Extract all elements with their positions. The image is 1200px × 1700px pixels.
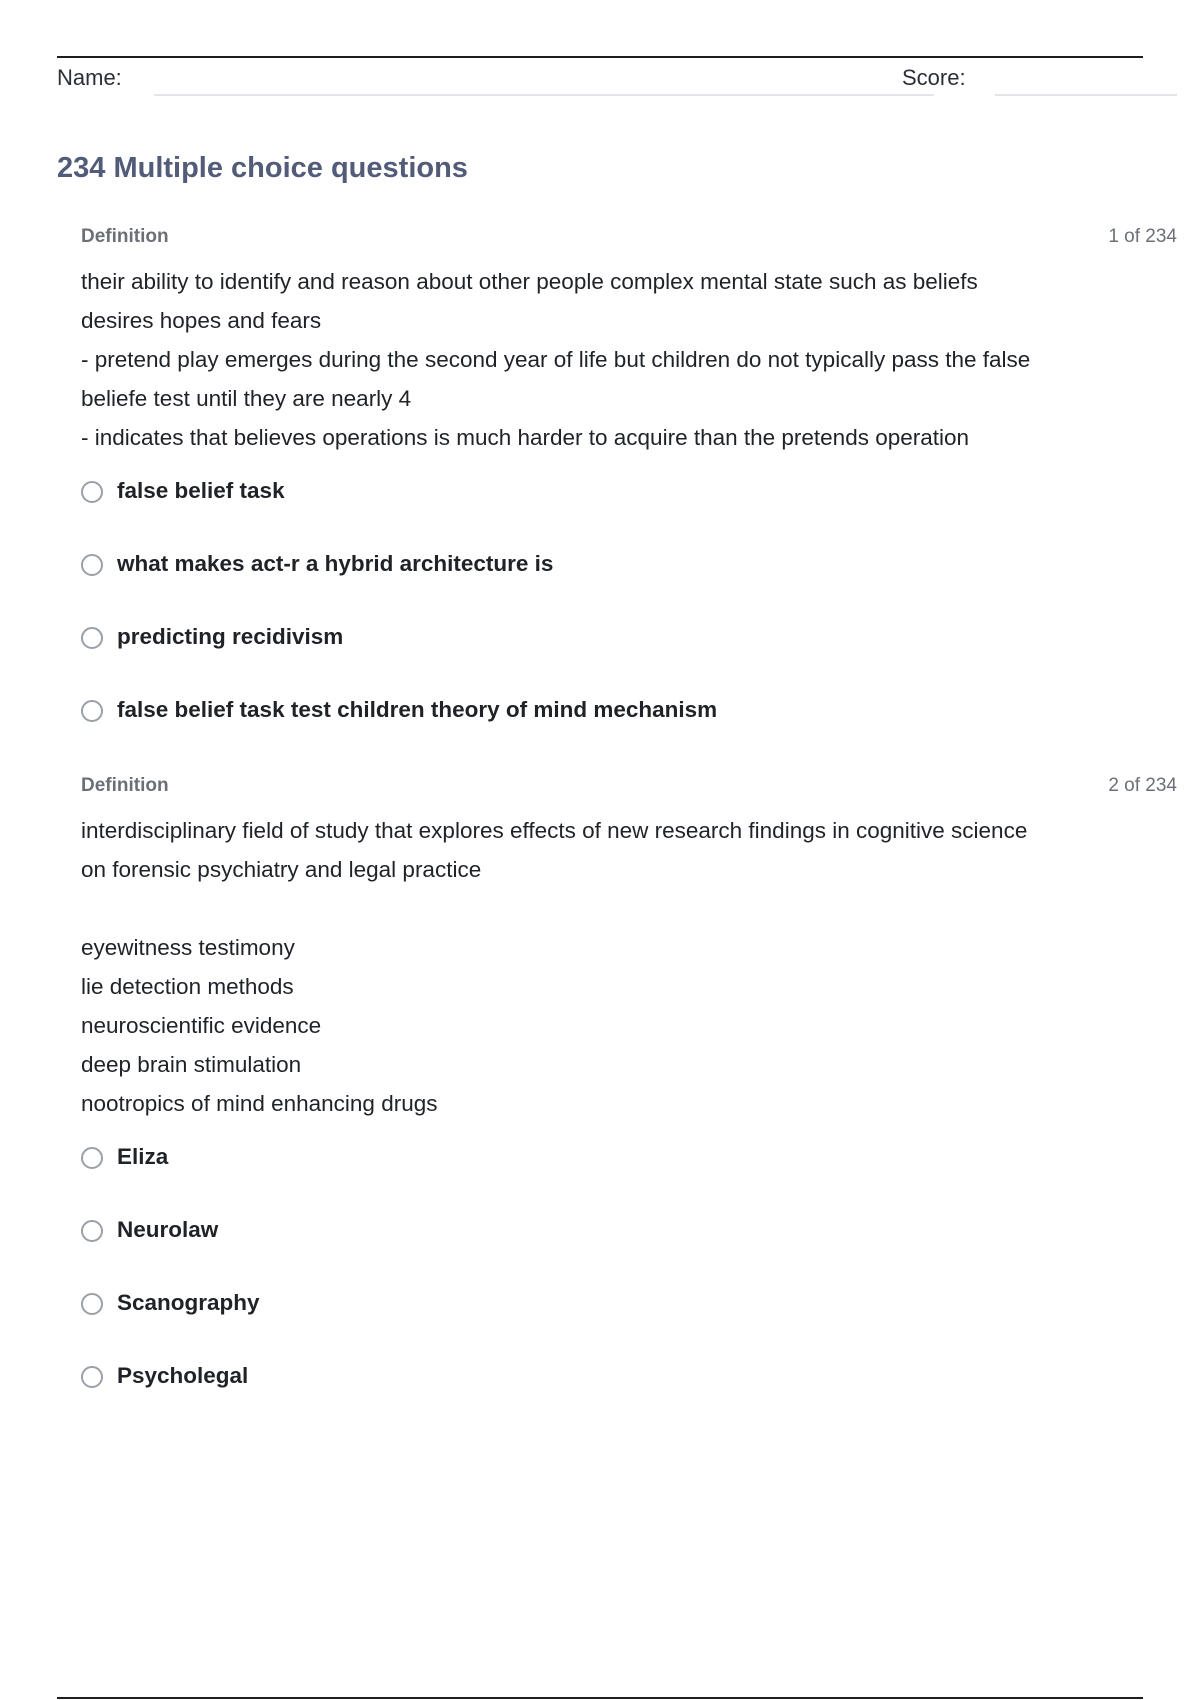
definition-line: their ability to identify and reason about other people complex mental state such as beliefs [81, 269, 978, 294]
definition-line: interdisciplinary field of study that explores effects of new research findings in cognitive science [81, 818, 1028, 843]
radio-button[interactable] [81, 700, 103, 722]
bottom-divider [57, 1697, 1143, 1699]
definition-line: neuroscientific evidence [81, 1013, 322, 1038]
question-card [81, 775, 1177, 1429]
answer-option-label: predicting recidivism [117, 624, 344, 649]
definition-line: nootropics of mind enhancing drugs [81, 1091, 438, 1116]
answer-option-label: Neurolaw [117, 1217, 219, 1242]
radio-button[interactable] [81, 554, 103, 576]
question-counter: 1 of 234 [1108, 226, 1177, 247]
worksheet-title: 234 Multiple choice questions [57, 152, 468, 184]
question-type-label: Definition [81, 775, 169, 796]
score-label: Score: [902, 65, 966, 90]
answer-option-label: Scanography [117, 1290, 260, 1315]
answer-option[interactable] [81, 1356, 1177, 1429]
definition-line: - indicates that believes operations is much harder to acquire than the pretends operation [81, 425, 970, 450]
answer-option-label: Psycholegal [117, 1363, 249, 1388]
answer-option[interactable] [81, 1283, 1177, 1356]
radio-button[interactable] [81, 1220, 103, 1242]
answer-option[interactable] [81, 471, 1177, 544]
definition-line: beliefe test until they are nearly 4 [81, 386, 412, 411]
answer-option[interactable] [81, 617, 1177, 690]
answer-option-label: Eliza [117, 1144, 169, 1169]
definition-line: eyewitness testimony [81, 935, 295, 960]
radio-button[interactable] [81, 481, 103, 503]
radio-button[interactable] [81, 1147, 103, 1169]
question-type-label: Definition [81, 226, 169, 247]
name-label: Name: [57, 65, 122, 90]
question-definition [81, 262, 1177, 457]
radio-button[interactable] [81, 1366, 103, 1388]
radio-button[interactable] [81, 1293, 103, 1315]
question-header [81, 226, 1177, 252]
radio-button[interactable] [81, 627, 103, 649]
answer-option-label: false belief task [117, 478, 285, 503]
name-score-row [57, 64, 1177, 98]
answer-option-label: what makes act-r a hybrid architecture is [117, 551, 554, 576]
definition-line: desires hopes and fears [81, 308, 322, 333]
name-input-line[interactable] [154, 94, 934, 96]
answer-options [81, 1137, 1177, 1429]
definition-line: on forensic psychiatry and legal practice [81, 857, 482, 882]
definition-spacer [81, 889, 1177, 928]
top-divider [57, 56, 1143, 58]
definition-line: lie detection methods [81, 974, 294, 999]
answer-options [81, 471, 1177, 763]
question-counter: 2 of 234 [1108, 775, 1177, 796]
answer-option[interactable] [81, 1137, 1177, 1210]
answer-option[interactable] [81, 544, 1177, 617]
answer-option[interactable] [81, 690, 1177, 763]
question-header [81, 775, 1177, 801]
answer-option[interactable] [81, 1210, 1177, 1283]
worksheet-page [57, 0, 1177, 1700]
question-definition [81, 811, 1177, 1123]
definition-line: - pretend play emerges during the second year of life but children do not typically pass the false [81, 347, 1031, 372]
definition-line: deep brain stimulation [81, 1052, 302, 1077]
score-input-line[interactable] [995, 94, 1177, 96]
question-card [81, 226, 1177, 763]
answer-option-label: false belief task test children theory of mind mechanism [117, 697, 718, 722]
